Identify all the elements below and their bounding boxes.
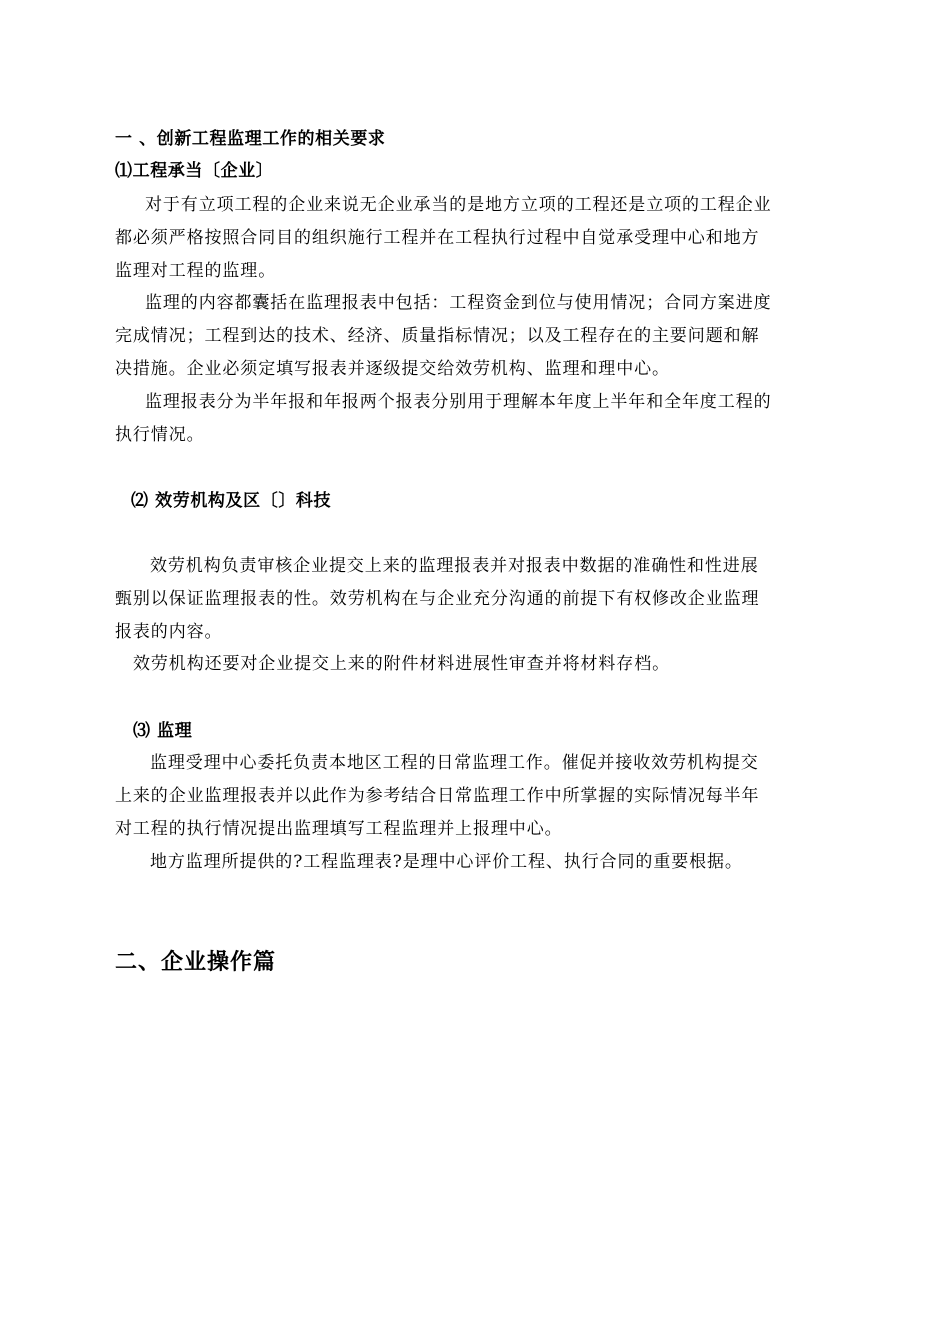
paragraph-line: 执行情况。 — [115, 425, 205, 445]
paragraph-line: 决措施。企业必须定填写报表并逐级提交给效劳机构、监理和理中心。 — [115, 359, 670, 379]
subsection-3-heading: ⑶ 监理 — [133, 721, 193, 741]
paragraph-line: 监理受理中心委托负责本地区工程的日常监理工作。催促并接收效劳机构提交 — [150, 753, 759, 773]
paragraph-line: 效劳机构还要对企业提交上来的附件材料进展性审查并将材料存档。 — [133, 654, 670, 674]
paragraph-line: 地方监理所提供的?工程监理表?是理中心评价工程、执行合同的重要根据。 — [150, 852, 743, 872]
paragraph-line: 监理的内容都囊括在监理报表中包括：工程资金到位与使用情况；合同方案进度 — [145, 293, 772, 313]
section-2-title: 二、企业操作篇 — [115, 950, 277, 975]
paragraph-line: 监理对工程的监理。 — [115, 261, 277, 281]
section-1-title: 一 、创新工程监理工作的相关要求 — [115, 129, 386, 149]
paragraph-line: 监理报表分为半年报和年报两个报表分别用于理解本年度上半年和全年度工程的 — [145, 392, 772, 412]
paragraph-line: 对于有立项工程的企业来说无企业承当的是地方立项的工程还是立项的工程企业 — [145, 195, 772, 215]
paragraph-line: 效劳机构负责审核企业提交上来的监理报表并对报表中数据的准确性和性进展 — [150, 556, 759, 576]
paragraph-line: 上来的企业监理报表并以此作为参考结合日常监理工作中所掌握的实际情况每半年 — [115, 786, 760, 806]
paragraph-line: 报表的内容。 — [115, 622, 223, 642]
paragraph-line: 甄别以保证监理报表的性。效劳机构在与企业充分沟通的前提下有权修改企业监理 — [115, 589, 760, 609]
subsection-1-heading: ⑴工程承当〔企业〕 — [115, 161, 274, 181]
paragraph-line: 对工程的执行情况提出监理填写工程监理并上报理中心。 — [115, 819, 563, 839]
paragraph-line: 完成情况；工程到达的技术、经济、质量指标情况；以及工程存在的主要问题和解 — [115, 326, 760, 346]
paragraph-line: 都必须严格按照合同目的组织施行工程并在工程执行过程中自觉承受理中心和地方 — [115, 228, 760, 248]
subsection-2-heading: ⑵ 效劳机构及区〔〕科技 — [131, 491, 332, 511]
